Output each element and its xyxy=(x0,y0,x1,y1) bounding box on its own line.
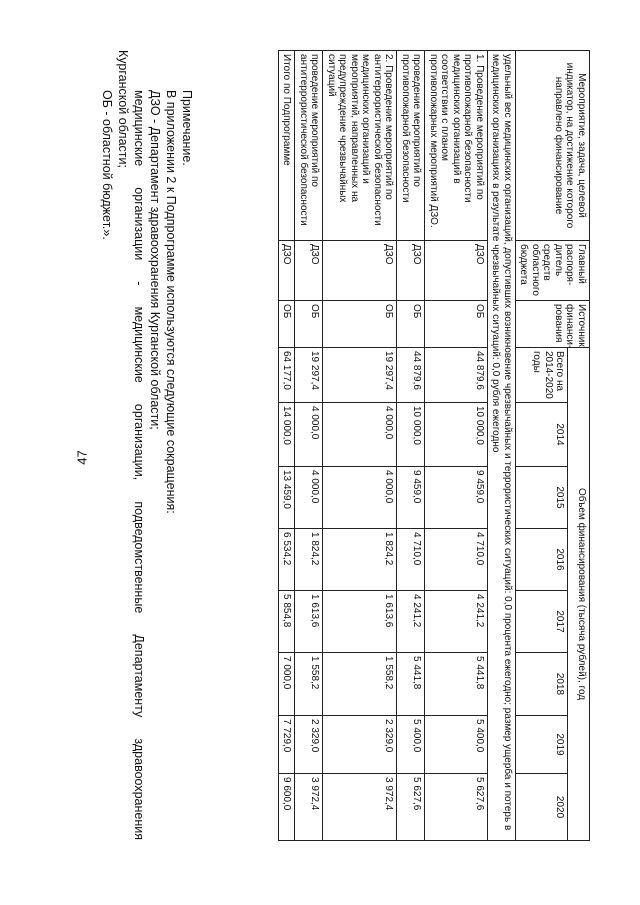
row-2020: 5 627,6 xyxy=(425,774,488,841)
row-2014: 10 000,0 xyxy=(425,403,488,467)
header-year: 2016 xyxy=(516,529,568,591)
row-name: проведение мероприятий по противопожарной безопасности xyxy=(397,51,425,241)
page-number: 47 xyxy=(74,450,90,465)
row-2019: 7 729,0 xyxy=(279,716,296,774)
row-name: 2. Проведение мероприятий по антитеррористической безопасности медицинских организаций и мероприятий, направленных на предупреждение чрезвычайных ситуаций xyxy=(323,51,397,241)
header-year: 2017 xyxy=(516,591,568,653)
row-2019: 2 329,0 xyxy=(295,716,323,774)
row-source: ОБ xyxy=(397,301,425,348)
row-2016: 6 534,2 xyxy=(279,529,296,591)
row-total: 44 879,6 xyxy=(397,348,425,403)
row-total: 44 879,6 xyxy=(425,348,488,403)
row-2016: 4 710,0 xyxy=(425,529,488,591)
row-manager: ДЗО xyxy=(323,241,397,301)
row-2017: 5 854,8 xyxy=(279,591,296,653)
header-activity: Мероприятие, задача, целевой индикатор, на достижение которого направлено финансирование xyxy=(516,51,590,241)
row-source: ОБ xyxy=(425,301,488,348)
total-row xyxy=(279,51,296,841)
row-manager: ДЗО xyxy=(279,241,296,301)
row-total: 64 177,0 xyxy=(279,348,296,403)
row-2019: 5 400,0 xyxy=(397,716,425,774)
row-2020: 9 600,0 xyxy=(279,774,296,841)
row-2016: 4 710,0 xyxy=(397,529,425,591)
row-2017: 4 241,2 xyxy=(397,591,425,653)
table-row xyxy=(397,51,425,841)
row-source: ОБ xyxy=(295,301,323,348)
row-2020: 3 972,4 xyxy=(295,774,323,841)
row-manager: ДЗО xyxy=(425,241,488,301)
row-name: Итого по Подпрограмме xyxy=(279,51,296,241)
header-year: 2015 xyxy=(516,467,568,529)
notes-dzo: ДЗО - Департамент здравоохранения Курганской области; xyxy=(148,90,162,430)
header-year: 2018 xyxy=(516,653,568,716)
header-source: Источник финанси-рования xyxy=(516,301,590,348)
table-row xyxy=(295,51,323,841)
header-year: 2020 xyxy=(516,774,568,841)
row-2018: 1 558,2 xyxy=(323,653,397,716)
indicator-text: удельный вес медицинских организаций, допустивших возникновение чрезвычайных и террористических ситуаций: 0,0 процента ежегодно; размер ущерба и потерь в медицинских организациях в результате чрезвычайных ситуаций: 0,0 рубля ежегодно xyxy=(488,51,516,841)
header-total: Всего на 2014-2020 годы xyxy=(516,348,568,403)
row-name: 1. Проведение мероприятий по противопожарной безопасности медицинских организаций в соответствии с планом противопожарных мероприятий ДЗО. xyxy=(425,51,488,241)
row-2016: 1 824,2 xyxy=(295,529,323,591)
row-2019: 5 400,0 xyxy=(425,716,488,774)
header-manager: Главный распоря-дитель средств областного бюджета xyxy=(516,241,590,301)
row-2017: 1 613,6 xyxy=(323,591,397,653)
notes-ob: ОБ - областной бюджет.». xyxy=(100,90,114,240)
table-header-row xyxy=(568,51,590,841)
notes-med-line1: медицинские организации - медицинские организации, подведомственные Департаменту здравоохранения xyxy=(132,90,146,840)
row-2014: 4 000,0 xyxy=(323,403,397,467)
row-2018: 5 441,8 xyxy=(397,653,425,716)
row-2016: 1 824,2 xyxy=(323,529,397,591)
header-volume: Объем финансирования (тысяча рублей), год xyxy=(568,348,590,841)
row-2017: 4 241,2 xyxy=(425,591,488,653)
rotated-page-content xyxy=(0,50,590,840)
header-year: 2014 xyxy=(516,403,568,467)
row-2020: 5 627,6 xyxy=(397,774,425,841)
row-2018: 5 441,8 xyxy=(425,653,488,716)
row-source: ОБ xyxy=(323,301,397,348)
row-2020: 3 972,4 xyxy=(323,774,397,841)
row-2014: 10 000,0 xyxy=(397,403,425,467)
notes-section xyxy=(99,50,195,840)
table-row xyxy=(323,51,397,841)
row-2015: 4 000,0 xyxy=(295,467,323,529)
row-2017: 1 613,6 xyxy=(295,591,323,653)
row-manager: ДЗО xyxy=(397,241,425,301)
row-2015: 4 000,0 xyxy=(323,467,397,529)
row-2019: 2 329,0 xyxy=(323,716,397,774)
row-source: ОБ xyxy=(279,301,296,348)
notes-med-line2: Курганской области; xyxy=(116,50,130,168)
row-2014: 14 000,0 xyxy=(279,403,296,467)
row-total: 19 297,4 xyxy=(323,348,397,403)
financing-table xyxy=(278,50,590,841)
notes-title: Примечание. xyxy=(180,90,194,166)
header-year: 2019 xyxy=(516,716,568,774)
row-name: проведение мероприятий по антитеррористической безопасности xyxy=(295,51,323,241)
indicator-row xyxy=(488,51,516,841)
row-2014: 4 000,0 xyxy=(295,403,323,467)
row-2015: 9 459,0 xyxy=(397,467,425,529)
notes-intro: В приложении 2 к Подпрограмме используются следующие сокращения: xyxy=(164,90,178,514)
table-row xyxy=(425,51,488,841)
row-total: 19 297,4 xyxy=(295,348,323,403)
row-2015: 9 459,0 xyxy=(425,467,488,529)
row-2018: 7 000,0 xyxy=(279,653,296,716)
row-manager: ДЗО xyxy=(295,241,323,301)
row-2015: 13 459,0 xyxy=(279,467,296,529)
row-2018: 1 558,2 xyxy=(295,653,323,716)
